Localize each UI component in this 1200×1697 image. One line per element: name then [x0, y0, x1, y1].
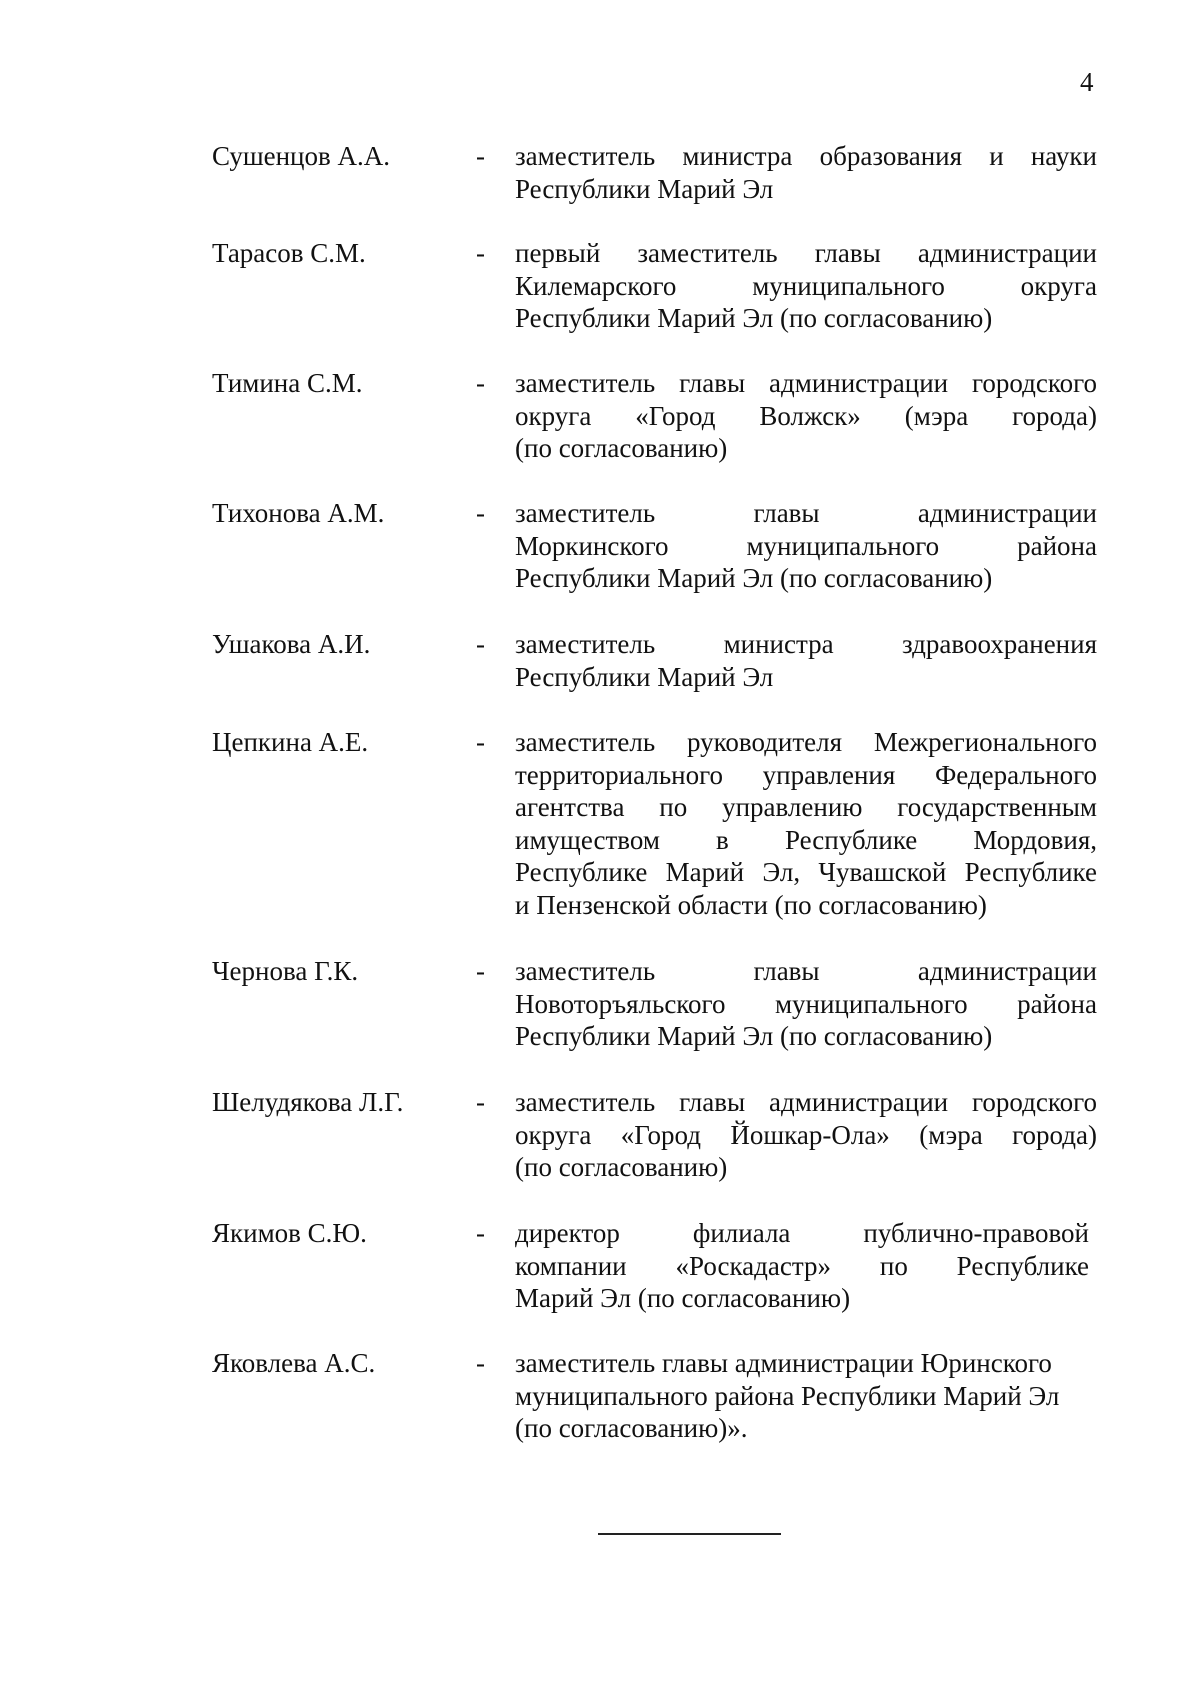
position-line: муниципального района Республики Марий Эл [515, 1380, 1060, 1411]
dash-separator: - [476, 1087, 485, 1117]
end-of-document-rule [598, 1533, 781, 1535]
member-name: Чернова Г.К. [212, 956, 359, 986]
position-line: Республики Марий Эл (по согласованию) [515, 1021, 993, 1051]
dash-separator: - [476, 141, 485, 171]
member-name: Тарасов С.М. [212, 238, 366, 268]
dash-separator: - [476, 1218, 485, 1248]
position-line: Моркинского муниципального района [515, 530, 1097, 561]
position-line: Марий Эл (по согласованию) [515, 1283, 851, 1313]
position-line: заместитель главы администрации городского [515, 1087, 1097, 1117]
member-name: Якимов С.Ю. [212, 1218, 367, 1248]
position-line: Республики Марий Эл (по согласованию) [515, 303, 993, 333]
position-line: Республике Марий Эл, Чувашской Республике [515, 857, 1097, 887]
position-line: компании «Роскадастр» по Республике [515, 1250, 1089, 1281]
member-position [515, 726, 1097, 921]
position-line: округа «Город Йошкар-Ола» (мэра города) [515, 1119, 1097, 1150]
position-line: первый заместитель главы администрации [515, 238, 1097, 268]
position-line: (по согласованию) [515, 1152, 728, 1182]
dash-separator: - [476, 368, 485, 398]
member-name: Сушенцов А.А. [212, 141, 391, 171]
dash-separator: - [476, 956, 485, 986]
member-position [515, 1217, 1089, 1315]
member-position [515, 237, 1097, 335]
position-line: имуществом в Республике Мордовия, [515, 824, 1097, 855]
position-line: (по согласованию)». [515, 1413, 748, 1443]
position-line: заместитель министра образования и науки [515, 141, 1097, 171]
position-line: заместитель главы администрации Юринского [515, 1348, 1052, 1378]
member-name: Цепкина А.Е. [212, 727, 369, 757]
dash-separator: - [476, 238, 485, 268]
position-line: заместитель министра здравоохранения [515, 629, 1097, 659]
member-position [515, 955, 1097, 1053]
member-name: Яковлева А.С. [212, 1348, 376, 1378]
position-line: (по согласованию) [515, 433, 728, 463]
position-line: Килемарского муниципального округа [515, 270, 1097, 301]
dash-separator: - [476, 1348, 485, 1378]
page-number: 4 [1080, 67, 1094, 97]
dash-separator: - [476, 727, 485, 757]
position-line: заместитель руководителя Межрегионального [515, 727, 1097, 757]
position-line: директор филиала публично-правовой [515, 1218, 1089, 1248]
position-line: заместитель главы администрации [515, 498, 1097, 528]
position-line: Республики Марий Эл (по согласованию) [515, 563, 993, 593]
position-line: территориального управления Федерального [515, 759, 1097, 790]
member-name: Шелудякова Л.Г. [212, 1087, 404, 1117]
position-line: Новоторъяльского муниципального района [515, 988, 1097, 1019]
member-position [515, 367, 1097, 465]
dash-separator: - [476, 629, 485, 659]
position-line: и Пензенской области (по согласованию) [515, 889, 987, 920]
position-line: округа «Город Волжск» (мэра города) [515, 400, 1097, 431]
position-line: заместитель главы администрации [515, 956, 1097, 986]
member-position [515, 1347, 1089, 1445]
member-name: Тихонова А.М. [212, 498, 385, 528]
member-position [515, 1086, 1097, 1184]
member-name: Ушакова А.И. [212, 629, 371, 659]
position-line: заместитель главы администрации городского [515, 368, 1097, 398]
dash-separator: - [476, 498, 485, 528]
position-line: Республики Марий Эл [515, 661, 774, 692]
position-line: Республики Марий Эл [515, 173, 774, 204]
member-position [515, 497, 1097, 595]
member-name: Тимина С.М. [212, 368, 363, 398]
position-line: агентства по управлению государственным [515, 792, 1097, 822]
member-position [515, 628, 1097, 693]
member-position [515, 140, 1097, 205]
